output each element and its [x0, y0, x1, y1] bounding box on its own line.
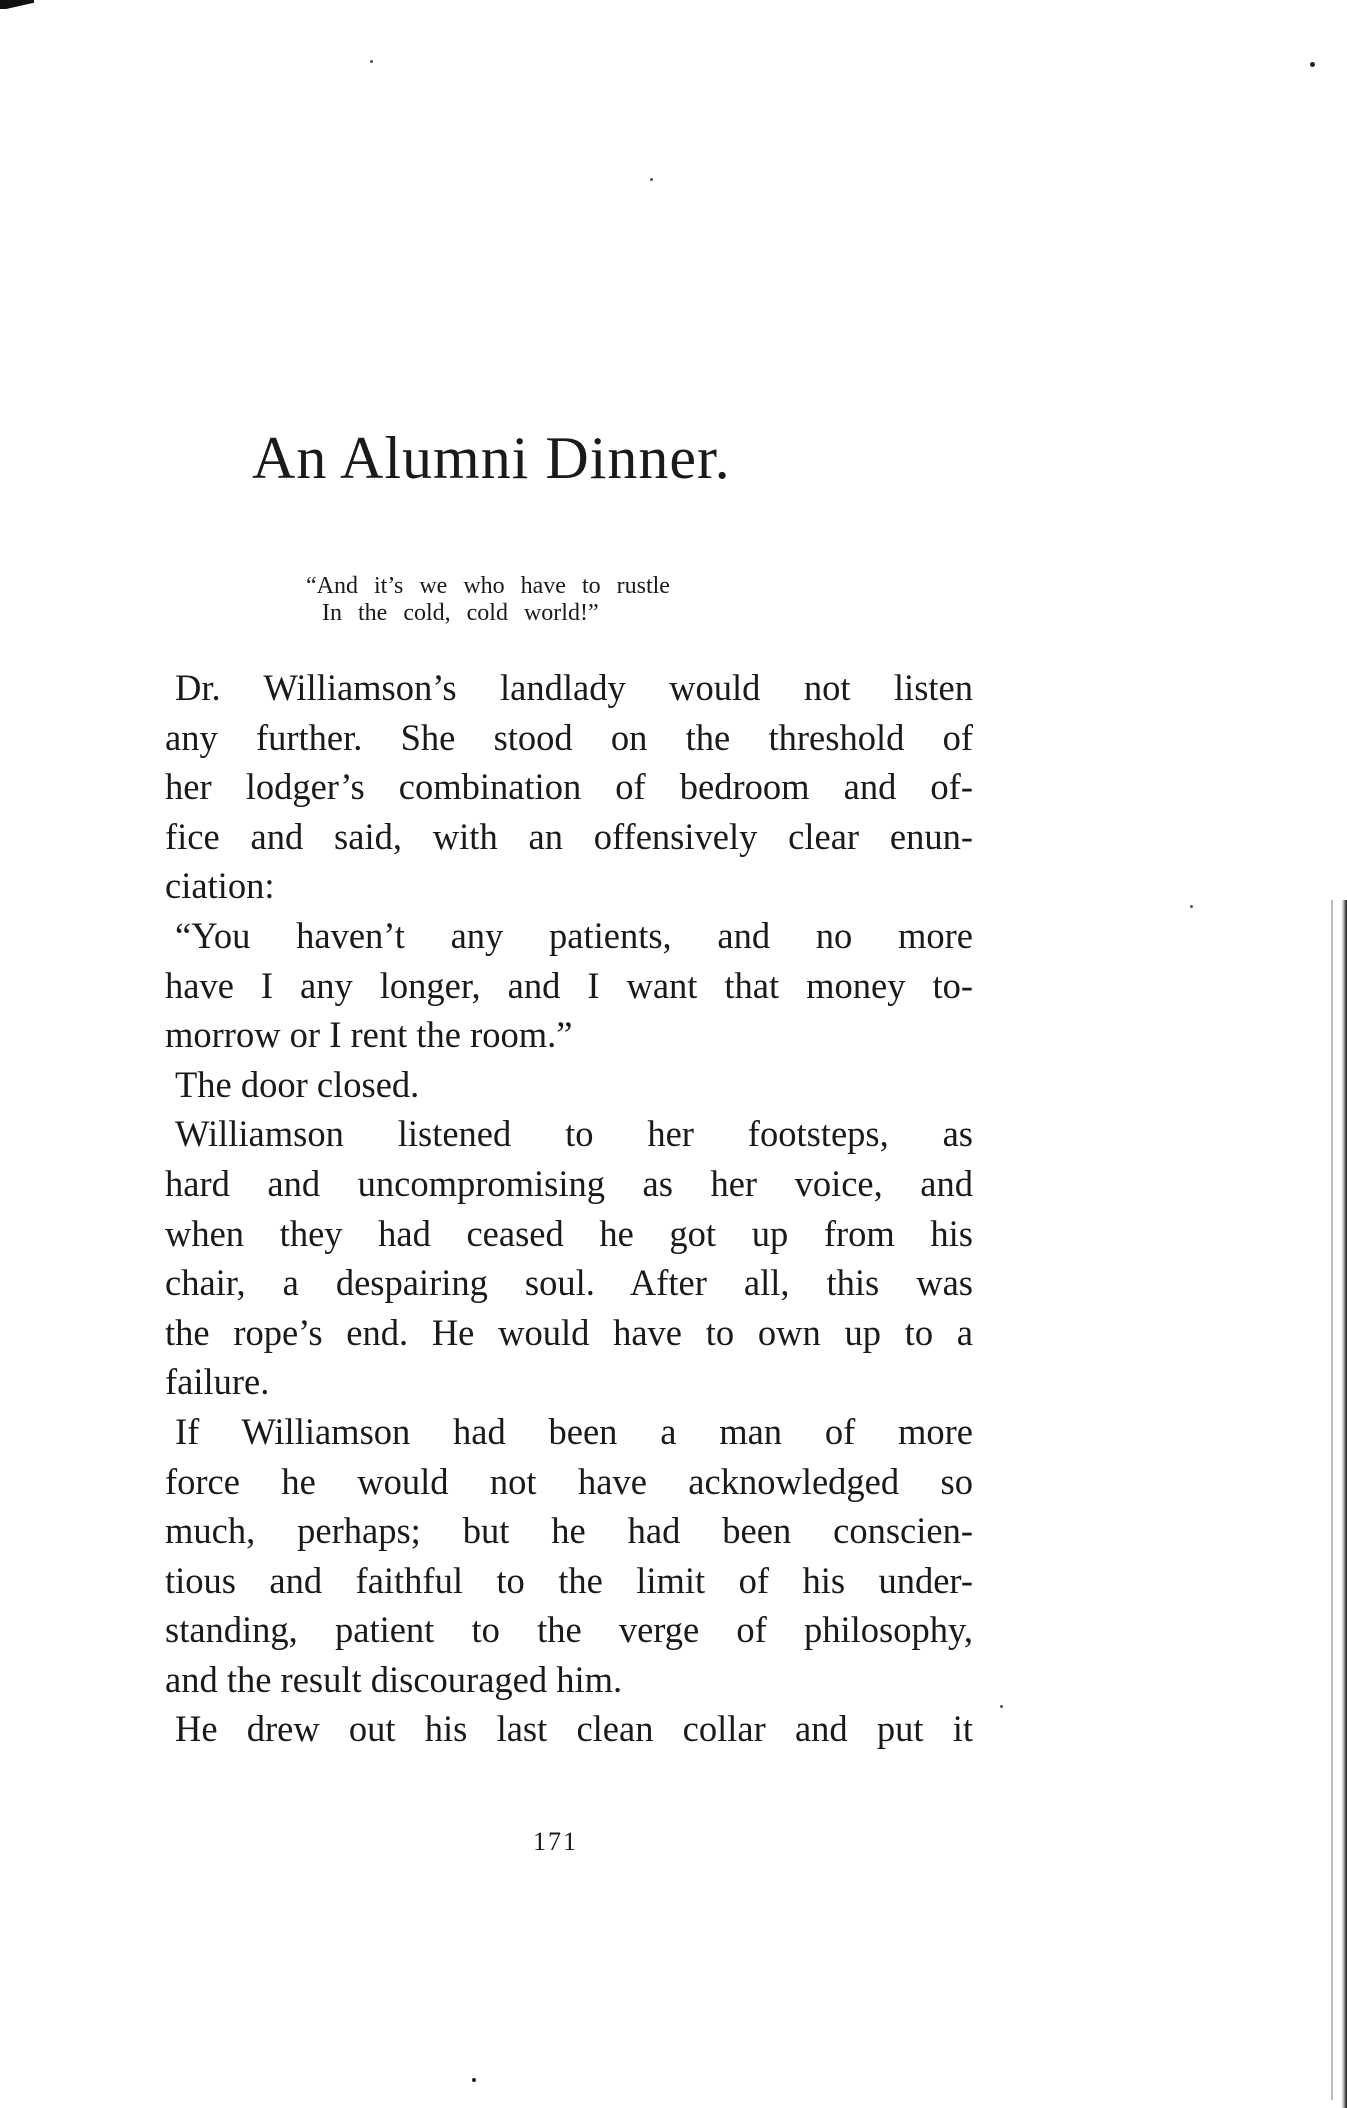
text-line: Williamson listened to her footsteps, as	[175, 1113, 973, 1155]
text-line: He drew out his last clean collar and put it	[175, 1708, 973, 1750]
text-line: tious and faithful to the limit of his under-	[165, 1559, 973, 1601]
text-line: the rope’s end. He would have to own up to a	[165, 1311, 973, 1353]
text-line: “You haven’t any patients, and no more	[175, 914, 973, 956]
text-line: The door closed.	[175, 1063, 420, 1105]
text-line: If Williamson had been a man of more	[175, 1410, 973, 1452]
text-line: failure.	[165, 1361, 270, 1403]
epigraph	[306, 573, 670, 627]
text-line: fice and said, with an offensively clear enun-	[165, 815, 973, 857]
epigraph-line-1: “And it’s we who have to rustle	[306, 573, 670, 599]
text-line: her lodger’s combination of bedroom and of-	[165, 766, 973, 808]
text-line: any further. She stood on the threshold of	[165, 716, 973, 758]
text-line: morrow or I rent the room.”	[165, 1014, 573, 1056]
text-line: and the result discouraged him.	[165, 1658, 623, 1700]
scan-corner-mark	[0, 0, 34, 9]
scan-speck	[1190, 905, 1193, 908]
text-line: standing, patient to the verge of philosophy,	[165, 1609, 973, 1651]
text-line: when they had ceased he got up from his	[165, 1212, 973, 1254]
text-line: have I any longer, and I want that money to-	[165, 964, 973, 1006]
scan-speck	[370, 60, 373, 63]
scan-speck	[1000, 1705, 1003, 1708]
text-line: hard and uncompromising as her voice, and	[165, 1162, 973, 1204]
scan-edge-line	[1331, 900, 1333, 2100]
text-line: ciation:	[165, 865, 275, 907]
scan-speck	[650, 178, 653, 181]
text-line: force he would not have acknowledged so	[165, 1460, 973, 1502]
scan-page-edge	[1341, 900, 1347, 2108]
scan-speck	[1310, 62, 1315, 67]
text-line: much, perhaps; but he had been conscien-	[165, 1510, 973, 1552]
text-line: Dr. Williamson’s landlady would not listen	[175, 667, 973, 708]
chapter-title: An Alumni Dinner.	[252, 425, 731, 491]
body-text	[165, 663, 973, 1754]
epigraph-line-2: In the cold, cold world!”	[306, 600, 599, 626]
page-number: 171	[533, 1827, 578, 1856]
scan-speck	[472, 2078, 476, 2082]
text-line: chair, a despairing soul. After all, this was	[165, 1262, 973, 1304]
